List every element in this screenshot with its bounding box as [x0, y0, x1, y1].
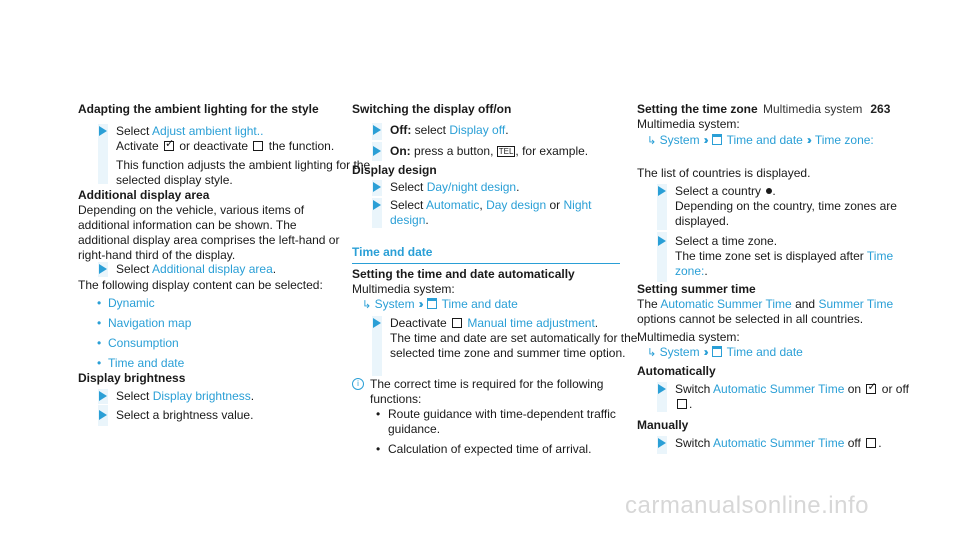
- automatic-link[interactable]: Automatic: [426, 198, 480, 212]
- menu-enter-icon: ↳: [362, 299, 372, 311]
- night-design-link[interactable]: Night design: [390, 198, 592, 227]
- step-arrow-icon: [373, 318, 381, 328]
- calendar-icon: [712, 134, 722, 145]
- path-time-and-date[interactable]: Time and date: [726, 345, 803, 359]
- step-arrow-icon: [373, 200, 381, 210]
- step-arrow-icon: [99, 264, 107, 274]
- chevron-double-right-icon: ››: [703, 133, 706, 147]
- brightness-heading: Display brightness: [78, 371, 186, 385]
- step-manual-time: Deactivate Manual time adjustment. The time and date are set automatically for the selected time zone and summer time option.: [352, 316, 652, 376]
- auto-time-heading: Setting the time and date automatically: [352, 267, 575, 281]
- additional-area-text: Depending on the vehicle, various items of additional information can be shown. The additional display area comprises the left-hand or right-hand third of the display.: [78, 203, 340, 262]
- system-label-2: Multimedia system:: [637, 330, 740, 344]
- note-item-route: • Route guidance with time-dependent traffic guidance.: [374, 407, 632, 437]
- step-brightness: Select Display brightness.: [78, 389, 378, 404]
- menu-enter-icon: ↳: [647, 347, 657, 359]
- display-design-heading: Display design: [352, 163, 437, 177]
- system-label: Multimedia system:: [637, 117, 740, 131]
- step-arrow-icon: [658, 186, 666, 196]
- manual-time-description: The time and date are set automatically for the selected time zone and summer time option.: [390, 331, 638, 360]
- ambient-description: This function adjusts the ambient lighting for the selected display style.: [116, 158, 371, 187]
- checkbox-checked-icon: [164, 141, 174, 151]
- option-time-and-date[interactable]: • Time and date: [94, 356, 334, 371]
- radio-dot-icon: [766, 188, 772, 194]
- chevron-double-right-icon: ››: [703, 345, 706, 359]
- step-select-zone: Select a time zone. The time zone set is displayed after Time zone:.: [637, 232, 925, 282]
- menu-path: [352, 297, 518, 313]
- checkbox-checked-icon: [866, 384, 876, 394]
- path-time-zone[interactable]: Time zone:: [814, 133, 874, 147]
- day-design-link[interactable]: Day design: [486, 198, 547, 212]
- automatically-heading: Automatically: [637, 364, 716, 378]
- system-label: Multimedia system:: [352, 282, 455, 296]
- auto-summer-time-link[interactable]: Automatic Summer Time: [660, 297, 792, 311]
- chevron-double-right-icon: ››: [806, 133, 809, 147]
- checkbox-empty-icon: [866, 438, 876, 448]
- additional-area-link[interactable]: Additional display area: [152, 262, 273, 276]
- adjust-ambient-link[interactable]: Adjust ambient light..: [152, 124, 264, 138]
- step-day-night: Select Day/night design.: [352, 180, 652, 196]
- option-dynamic[interactable]: • Dynamic: [94, 296, 334, 311]
- step-arrow-icon: [658, 438, 666, 448]
- summer-time-link[interactable]: Summer Time: [818, 297, 894, 311]
- checkbox-empty-icon: [452, 318, 462, 328]
- summer-time-text: The Automatic Summer Time and Summer Time options cannot be selected in all countries.: [637, 297, 894, 326]
- tel-button-icon: TEL: [498, 147, 514, 156]
- calendar-icon: [427, 298, 437, 309]
- step-arrow-icon: [658, 236, 666, 246]
- page-header: [763, 102, 890, 117]
- menu-path-summer: [637, 345, 803, 361]
- info-note: i The correct time is required for the following functions: • Route guidance with time-dependent traffic guidance. • Calculation of expected time of arrival.: [352, 377, 632, 457]
- step-design-choice: Select Automatic, Day design or Night design.: [352, 198, 630, 228]
- country-list-text: The list of countries is displayed.: [637, 166, 811, 180]
- note-item-arrival: • Calculation of expected time of arrival.: [374, 442, 632, 457]
- step-arrow-icon: [99, 391, 107, 401]
- menu-path-zone: [637, 133, 902, 149]
- step-arrow-icon: [373, 146, 381, 156]
- step-arrow-icon: [658, 384, 666, 394]
- auto-summer-time-link[interactable]: Automatic Summer Time: [713, 382, 845, 396]
- summer-time-heading: Setting summer time: [637, 282, 756, 296]
- step-additional-area: Select Additional display area.: [78, 262, 378, 277]
- display-switch-heading: Switching the display off/on: [352, 102, 512, 116]
- step-display-off: Off: select Display off.: [352, 123, 652, 140]
- country-description: Depending on the country, time zones are displayed.: [675, 199, 897, 228]
- calendar-icon: [712, 346, 722, 357]
- step-auto-summer: Switch Automatic Summer Time on ✓ or off .: [637, 382, 915, 412]
- step-arrow-icon: [99, 126, 107, 136]
- path-time-and-date[interactable]: Time and date: [726, 133, 803, 147]
- step-select-country: Select a country . Depending on the country, time zones are displayed.: [637, 184, 925, 230]
- menu-enter-icon: ↳: [647, 135, 657, 147]
- option-consumption[interactable]: • Consumption: [94, 336, 334, 351]
- time-and-date-section-title: Time and date: [352, 245, 620, 264]
- option-navigation-map[interactable]: • Navigation map: [94, 316, 334, 331]
- time-zone-heading: Setting the time zone: [637, 102, 758, 116]
- path-system[interactable]: System: [374, 297, 415, 311]
- day-night-design-link[interactable]: Day/night design: [426, 180, 517, 194]
- path-system[interactable]: System: [659, 133, 700, 147]
- step-manual-summer: Switch Automatic Summer Time off .: [637, 436, 915, 454]
- path-system[interactable]: System: [659, 345, 700, 359]
- display-off-link[interactable]: Display off: [449, 123, 506, 137]
- content-options-list: [94, 296, 334, 371]
- step-arrow-icon: [373, 182, 381, 192]
- step-adjust-ambient: Select Adjust ambient light.. Activate ✓ or deactivate the function. This function adjusts the ambient lighting for the selected display style.: [78, 124, 378, 184]
- section-name: Multimedia system: [763, 102, 863, 116]
- ambient-heading: Adapting the ambient lighting for the style: [78, 102, 319, 116]
- content-selectable-text: The following display content can be selected:: [78, 278, 323, 292]
- step-arrow-icon: [373, 125, 381, 135]
- checkbox-empty-icon: [253, 141, 263, 151]
- manual-time-link[interactable]: Manual time adjustment: [467, 316, 595, 330]
- info-icon: i: [352, 378, 364, 390]
- time-zone-link[interactable]: Time zone:: [675, 249, 894, 278]
- display-brightness-link[interactable]: Display brightness: [152, 389, 251, 403]
- chevron-double-right-icon: ››: [418, 297, 421, 311]
- page-number: 263: [870, 102, 891, 116]
- additional-area-heading: Additional display area: [78, 188, 210, 202]
- step-display-on: On: press a button, TEL , for example.: [352, 142, 652, 161]
- watermark: carmanualsonline.info: [625, 492, 869, 519]
- path-time-and-date[interactable]: Time and date: [441, 297, 518, 311]
- auto-summer-time-link[interactable]: Automatic Summer Time: [713, 436, 845, 450]
- step-brightness-value: Select a brightness value.: [78, 405, 378, 426]
- manually-heading: Manually: [637, 418, 689, 432]
- step-arrow-icon: [99, 410, 107, 420]
- checkbox-empty-icon: [677, 399, 687, 409]
